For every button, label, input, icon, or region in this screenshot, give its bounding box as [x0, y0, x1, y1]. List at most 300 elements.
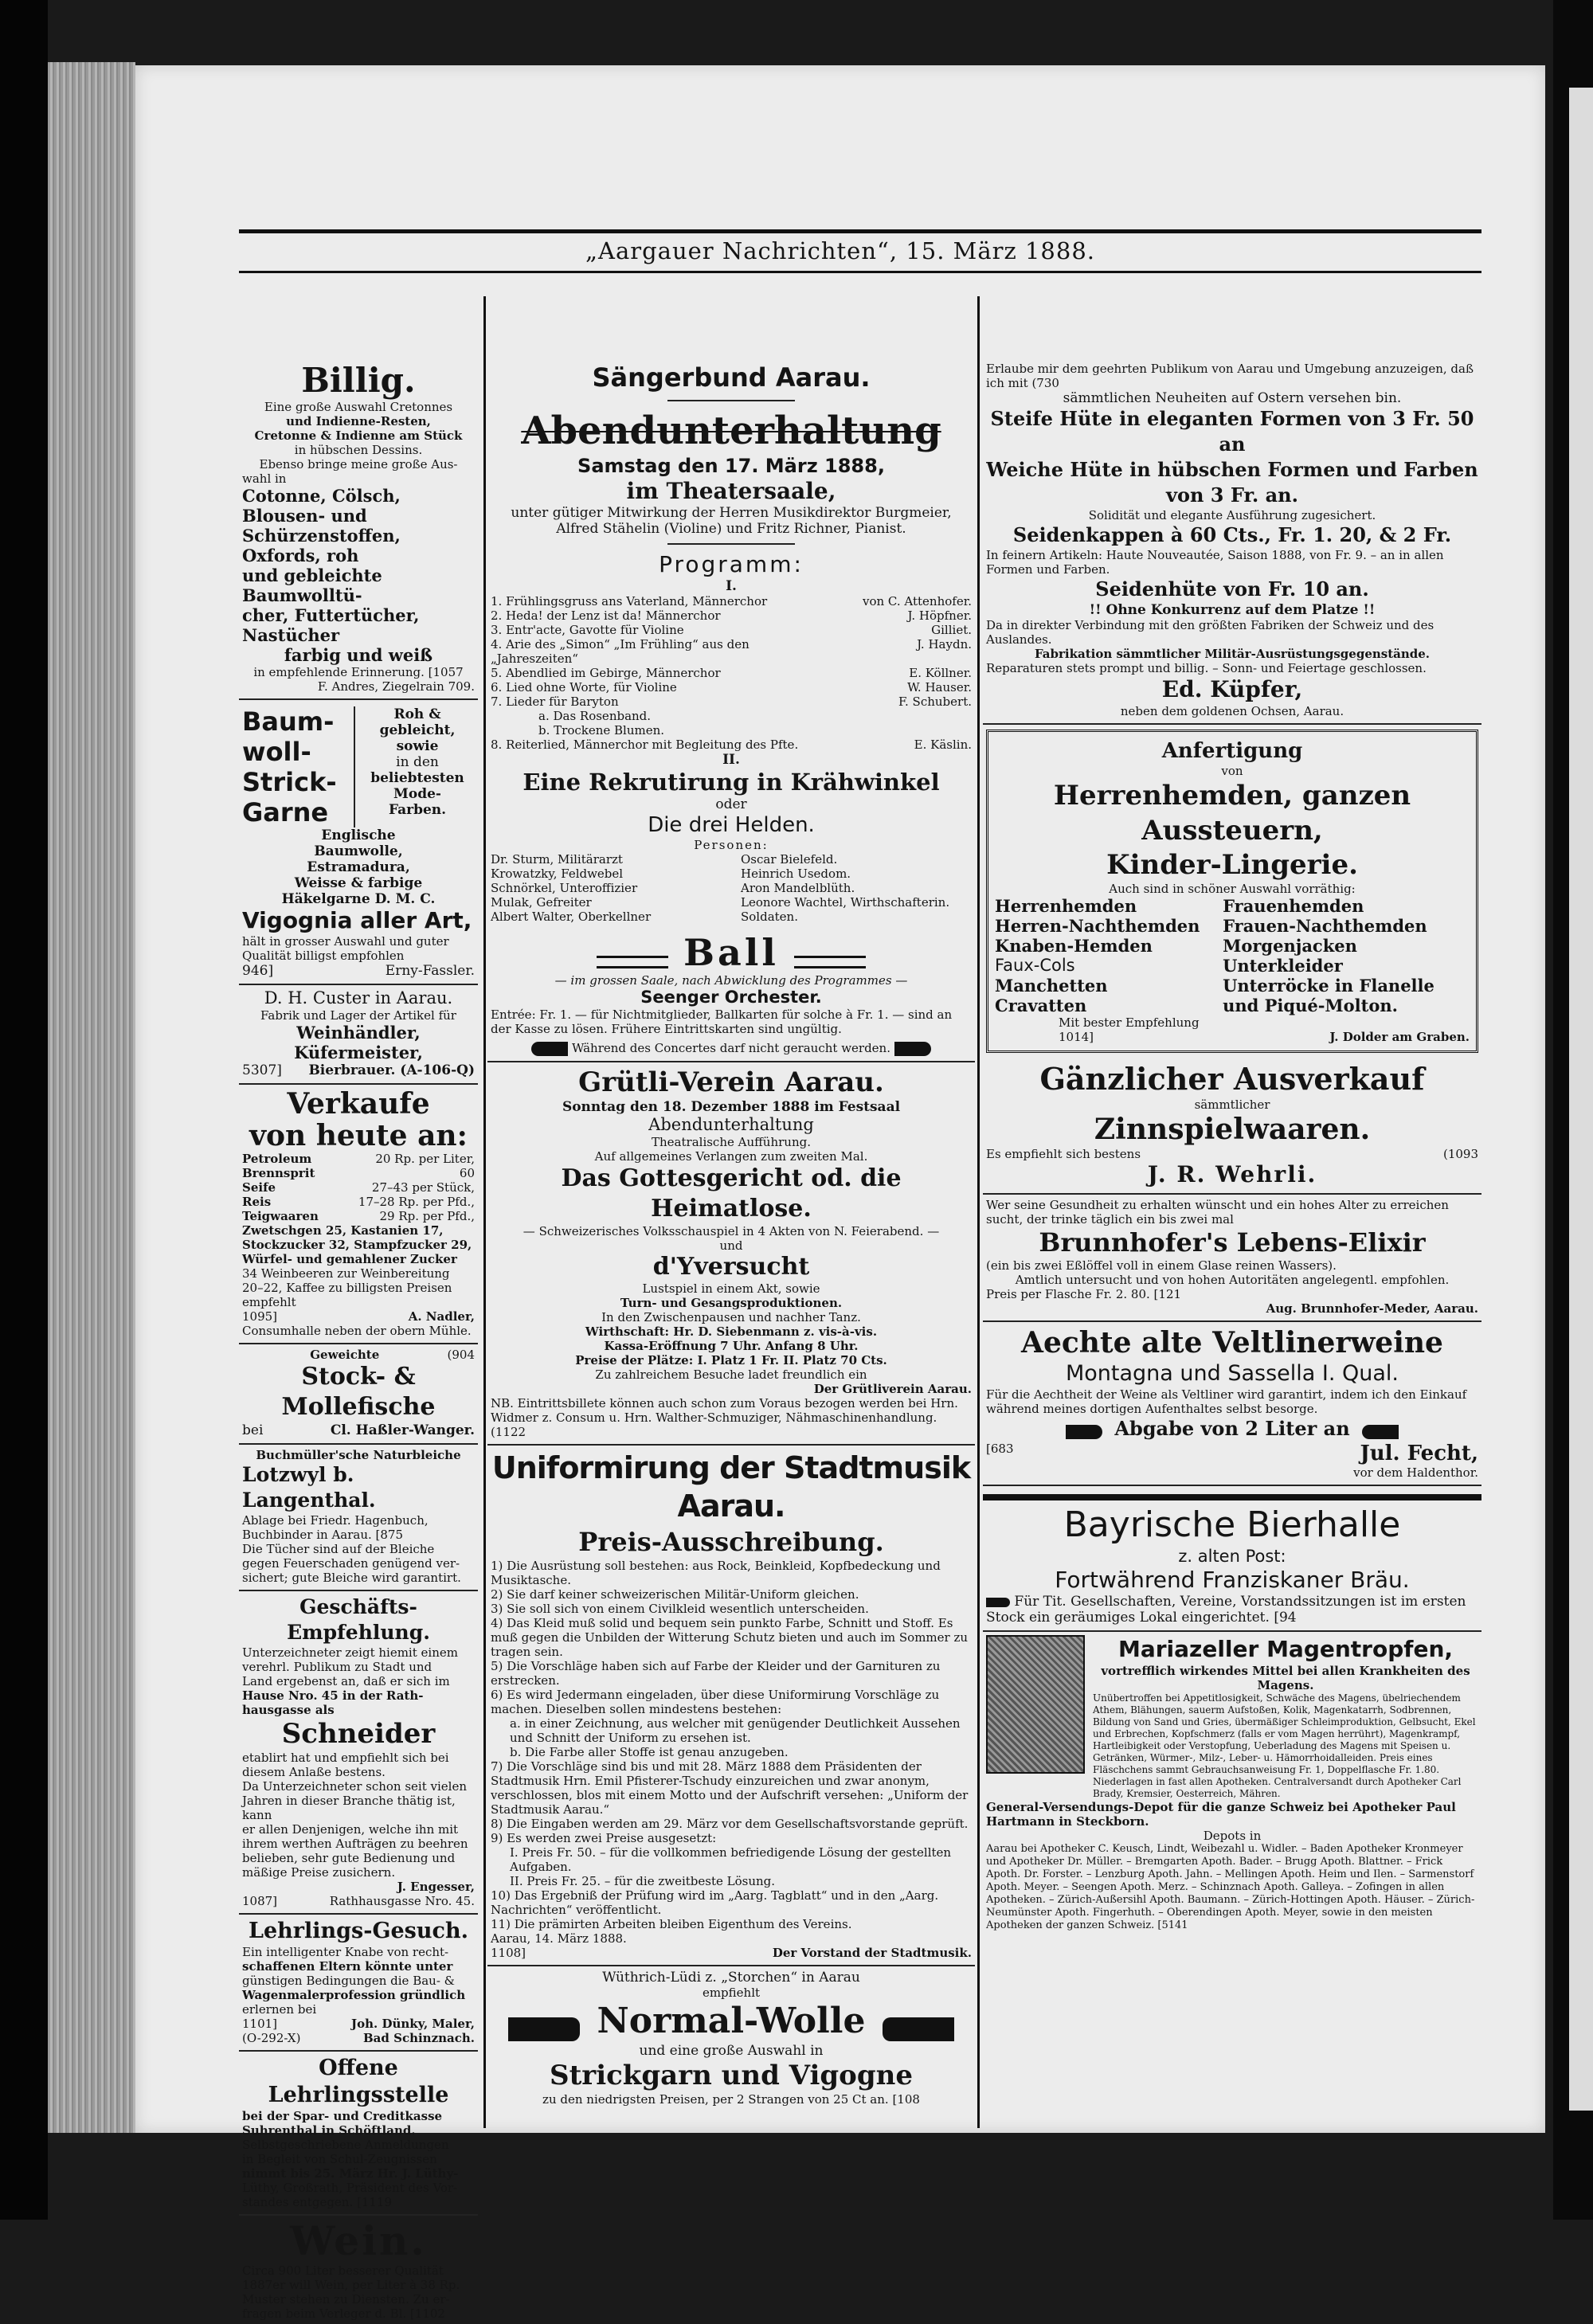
- ad-subtitle: z. alten Post:: [1178, 1547, 1286, 1566]
- ad-title: Schneider: [281, 1718, 436, 1750]
- rule-item: 5) Die Vorschläge haben sich auf Farbe der Kleider und der Garnituren zu erstrecken.: [491, 1659, 941, 1688]
- ad-offene-stelle: [239, 2052, 478, 2216]
- ad-signer: F. Andres, Ziegelrain 709.: [317, 679, 475, 694]
- event-prices: Preise der Plätze: I. Platz 1 Fr. II. Platz 70 Cts.: [575, 1353, 887, 1367]
- pointing-hand-icon: [894, 1042, 931, 1056]
- ad-subtitle: vortrefflich wirkendes Mittel bei allen Krankheiten des Magens.: [1101, 1664, 1470, 1692]
- ad-line: verehrl. Publikum zu Stadt und: [242, 1660, 432, 1674]
- ad-signer: A. Nadler,: [408, 1309, 475, 1324]
- pointing-hand-icon: [531, 1042, 568, 1056]
- ad-dolder: [986, 730, 1478, 1053]
- ad-signer: J. Engesser,: [397, 1880, 475, 1894]
- header-rule-top: [239, 229, 1481, 233]
- ad-line: Jahren in dieser Branche thätig ist, kann: [242, 1794, 456, 1822]
- rule-item: 8) Die Eingaben werden am 29. März vor dem Gesellschaftsvorstande geprüft.: [491, 1817, 969, 1831]
- event-text: NB. Eintrittsbillete können auch schon zum Voraus bezogen werden bei Hrn. Widmer z. Consum u. Hrn. Walther-Schmuziger, Nähmaschinenhandlung. (1122: [491, 1396, 958, 1439]
- ad-signer: Der Grütliverein Aarau.: [813, 1382, 972, 1396]
- rule-item: 3) Sie soll sich von einem Civilkleid wesentlich unterscheiden.: [491, 1602, 869, 1616]
- product-item: Herrenhemden: [995, 896, 1137, 916]
- cast-role: Albert Walter, Oberkellner: [491, 910, 652, 924]
- rule-item: 9) Es werden zwei Preise ausgesetzt:: [491, 1831, 717, 1845]
- ad-line: Roh &: [393, 706, 441, 722]
- ad-mariazell: [983, 1632, 1481, 1935]
- ad-line: Weisse & farbige: [294, 875, 423, 891]
- ball-text: — im grossen Saale, nach Abwicklung des Programmes —: [554, 973, 908, 988]
- program-item: 2. Heda! der Lenz ist da! Männerchor: [491, 608, 721, 623]
- event-text: und: [719, 1238, 743, 1253]
- ad-line: belieben, sehr gute Bedienung und: [242, 1851, 456, 1865]
- ad-line: und gebleichte Baumwolltü-: [242, 565, 382, 605]
- product-item: Knaben-Hemden: [995, 936, 1153, 956]
- ad-line: Es empfiehlt sich bestens: [986, 1147, 1141, 1161]
- ad-line: Weiche Hüte in hübschen Formen und Farben von 3 Fr. an.: [986, 458, 1478, 507]
- program-composer: J. Höpfner.: [907, 608, 972, 623]
- ad-line: cher, Futtertücher, Nastücher: [242, 605, 420, 645]
- cast-name: Soldaten.: [741, 910, 798, 924]
- cast-name: Oscar Bielefeld.: [741, 852, 838, 867]
- ad-title: Herrenhemden, ganzen Aussteuern,: [1053, 780, 1411, 847]
- product-item: Morgenjacken: [1223, 936, 1357, 956]
- program-composer: Gilliet.: [931, 623, 972, 637]
- ad-ref: (1093: [1442, 1147, 1478, 1161]
- ad-line: diesem Anlaße bestens.: [242, 1765, 386, 1779]
- event-text: Turn- und Gesangsproduktionen.: [620, 1296, 843, 1310]
- ad-line: von: [1221, 764, 1243, 778]
- cast-heading: Personen:: [694, 838, 769, 852]
- ad-line: Unterzeichneter zeigt hiemit einem: [242, 1645, 458, 1660]
- ad-title: Strickgarn und Vigogne: [550, 2060, 913, 2091]
- ad-wein: [239, 2216, 478, 2324]
- ad-text: Unübertroffen bei Appetitlosigkeit, Schwäche des Magens, übelriechendem Athem, Blähungen, sauerm Aufstoßen, Kolik, Magenkatarrh, Sodbrennen, Bildung von Sand und Gries, übermäßiger Schleimproduktion, Gelbsucht, Ekel und Erbrechen, Kopfschmerz (falls er vom Magen herrührt), Magenkrampf, Hartleibigkeit oder Verstopfung, Ueberladung des Magens mit Speisen u. Getränken, Würmer-, Milz-, Leber- u. Hämorrhoidalleiden. Preis eines Fläschchens sammt Gebrauchsanweisung Fr. 1, Doppelflasche Fr. 1.80. Niederlagen in fast allen Apotheken. Centralversandt durch Apotheker Carl Brady, Kremsier, Oesterreich, Mähren.: [1093, 1692, 1476, 1799]
- price-value: 29 Rp. per Pfd.,: [379, 1209, 475, 1223]
- ad-title: von heute an:: [249, 1119, 468, 1152]
- ad-text: Für Tit. Gesellschaften, Vereine, Vorstandssitzungen ist im ersten Stock ein geräumiges Lokal eingerichtet. [94: [986, 1594, 1466, 1626]
- page-header: „Aargauer Nachrichten“, 15. März 1888.: [585, 237, 1095, 264]
- cast-name: Aron Mandelblüth.: [741, 881, 855, 895]
- ad-stockfische: [239, 1344, 478, 1445]
- ad-line: Anfertigung: [1161, 739, 1303, 763]
- ad-line: gegen Feuerschaden genügend ver-: [242, 1556, 460, 1571]
- ad-line: und Indienne-Resten,: [286, 414, 431, 428]
- ad-lehrling: [239, 1915, 478, 2052]
- ad-line: Ebenso bringe meine große Aus-: [259, 457, 458, 471]
- ad-line: farbig und weiß: [284, 645, 433, 665]
- ad-line: Preis per Flasche Fr. 2. 80. [121: [986, 1287, 1182, 1301]
- ad-line: sämmtlichen Neuheiten auf Ostern versehen bin.: [1063, 390, 1402, 406]
- program-item: a. Das Rosenband.: [538, 709, 652, 723]
- ad-lotzwyl: [239, 1445, 478, 1591]
- ad-title: D. H. Custer in Aarau.: [264, 988, 453, 1007]
- ad-text: Aarau bei Apotheker C. Keusch, Lindt, Weibezahl u. Widler. – Baden Apotheker Kronmeyer und Apotheker Dr. Müller. – Bremgarten Apoth. Bader. – Brugg Apoth. Blattner. – Frick Apoth. Dr. Forster. – Lenzburg Apoth. Jahn. – Mellingen Apoth. Heim und Ilen. – Sarmenstorf Apoth. Meyer. – Seengen Apoth. Merz. – Schinznach Apoth. Galleya. – Zofingen in allen Apotheken. – Zürich-Außersihl Apoth. Baumann. – Zürich-Hottingen Apoth. Häuser. – Zürich-Neumünster Apoth. Fingerhuth. – Oberendingen Apoth. Meyer, sowie in den meisten Apotheken der ganzen Schweiz. [5141: [986, 1843, 1475, 1931]
- ball-orchestra: Seenger Orchester.: [640, 988, 822, 1007]
- ad-title: Brunnhofer's Lebens-Elixir: [1039, 1227, 1426, 1258]
- ad-billig: [239, 358, 478, 700]
- ad-title: Geschäfts-Empfehlung.: [287, 1595, 430, 1644]
- product-item: Unterröcke in Flanelle: [1223, 976, 1434, 996]
- header-rule-bottom: [239, 271, 1481, 273]
- ad-line: in den: [396, 754, 439, 770]
- ad-line: er allen Denjenigen, welche ihn mit: [242, 1822, 459, 1837]
- ad-line: wahl in: [242, 471, 287, 486]
- ad-line: Fabrik und Lager der Artikel für: [260, 1008, 456, 1023]
- price-item: Stockzucker 32, Stampfzucker 29,: [242, 1238, 472, 1252]
- event-text: Theatralische Aufführung.: [652, 1135, 811, 1149]
- cast-role: Dr. Sturm, Militärarzt: [491, 852, 623, 867]
- baumwoll-left: [242, 706, 355, 827]
- ad-signer: Erny-Fassler.: [385, 963, 475, 979]
- pointing-hand-icon: [883, 2017, 954, 2041]
- price-item: Würfel- und gemahlener Zucker: [242, 1252, 457, 1266]
- ad-signer: Aug. Brunnhofer-Meder, Aarau.: [1266, 1301, 1478, 1316]
- ad-line: 1887er will Wein, per Liter à 38 Rp.: [242, 2278, 460, 2292]
- ad-title: Uniformirung der Stadtmusik Aarau.: [491, 1450, 971, 1524]
- ad-line: Bierbrauer. (A-106-Q): [308, 1062, 475, 1078]
- ad-uniformirung: [487, 1446, 975, 1966]
- ad-signer: Joh. Dünky, Maler,: [351, 2017, 475, 2031]
- ad-line: Da in direkter Verbindung mit den größten Fabriken der Schweiz und des Auslandes.: [986, 618, 1434, 647]
- ad-title: Grütli-Verein Aarau.: [578, 1066, 884, 1098]
- ad-line: Amtlich untersucht und von hohen Autoritäten angelegentl. empfohlen.: [1015, 1273, 1450, 1287]
- cast-role: Mulak, Gefreiter: [491, 895, 592, 910]
- ad-line: Cotonne, Cölsch, Blousen- und: [242, 486, 401, 526]
- ad-date: Aarau, 14. März 1888.: [491, 1931, 627, 1946]
- ad-signer: Der Vorstand der Stadtmusik.: [772, 1946, 972, 1960]
- madonna-engraving-image: [986, 1635, 1085, 1774]
- ad-line: Häkelgarne D. M. C.: [281, 891, 436, 907]
- program-part: I.: [726, 578, 737, 594]
- product-item: Cravatten: [995, 996, 1087, 1015]
- price-item: 34 Weinbeeren zur Weinbereitung: [242, 1266, 450, 1281]
- price-value: 20 Rp. per Liter,: [375, 1152, 475, 1166]
- pointing-hand-icon: [508, 2017, 580, 2041]
- ad-line: Wüthrich-Lüdi z. „Storchen“ in Aarau: [602, 1970, 860, 1986]
- ad-normalwolle: [487, 1966, 975, 2110]
- next-page-sliver: [1569, 88, 1593, 2111]
- ad-ref: 1087]: [242, 1894, 278, 1908]
- ad-line: in Begleit von Schul-Zeugnissen: [242, 2152, 437, 2166]
- ad-line: Land ergebenst an, daß er sich im: [242, 1674, 450, 1688]
- ad-line: Seidenkappen à 60 Cts., Fr. 1. 20, & 2 Fr.: [1012, 523, 1452, 546]
- ad-line: Schürzenstoffen, Oxfords, roh: [242, 526, 401, 565]
- program-heading: Programm:: [659, 551, 804, 577]
- ad-subtitle: Montagna und Sassella I. Qual.: [1065, 1361, 1399, 1386]
- ad-line: Fabrikation sämmtlicher Militär-Ausrüstungsgegenstände.: [1034, 647, 1431, 661]
- ad-title: Vigognia aller Art,: [242, 907, 472, 933]
- ad-line: schaffenen Eltern könnte unter: [242, 1959, 453, 1974]
- product-item: und Piqué-Molton.: [1223, 996, 1398, 1015]
- ad-line: Steife Hüte in eleganten Formen von 3 Fr. 50 an: [990, 407, 1474, 456]
- ad-address: Consumhalle neben der obern Mühle.: [242, 1324, 472, 1338]
- play-title: d'Yversucht: [652, 1253, 810, 1281]
- ad-line: bei der Spar- und Creditkasse: [242, 2109, 443, 2123]
- ad-line: fragen beim Verleger d. Bl. [1102: [242, 2306, 445, 2321]
- event-date: Sonntag den 18. Dezember 1888 im Festsaal: [562, 1099, 901, 1115]
- ad-line: hausgasse als: [242, 1703, 335, 1717]
- ad-signer: J. Dolder am Graben.: [1329, 1030, 1470, 1044]
- scan-border-left: [0, 0, 48, 2220]
- rule-item: 7) Die Vorschläge sind bis und mit 28. März 1888 dem Präsidenten der Stadtmusik Hrn. Emil Pfisterer-Tschudy einzureichen und zwar anonym, verschlossen, blos mit einem Motto und der Aufschrift versehen: „Uniform der Stadtmusik Aarau.“: [491, 1759, 969, 1817]
- cast-role: Krowatzky, Feldwebel: [491, 867, 624, 881]
- ad-line: erlernen bei: [242, 2002, 317, 2017]
- column-divider-2: [977, 296, 980, 2128]
- program-composer: F. Schubert.: [898, 694, 972, 709]
- ad-text: Erlaube mir dem geehrten Publikum von Aarau und Umgebung anzuzeigen, daß ich mit (730: [986, 362, 1474, 390]
- ad-line: standes entgegen. [1119: [242, 2195, 393, 2209]
- ad-text: hält in grosser Auswahl und guter Qualität billigst empfohlen: [242, 934, 449, 963]
- ad-line: Geweichte: [310, 1348, 380, 1362]
- ad-address: Rathhausgasse Nro. 45.: [329, 1894, 475, 1908]
- play-title: Die drei Helden.: [648, 813, 815, 837]
- product-item: Faux-Cols: [995, 956, 1075, 975]
- ball-entree: Entrée: Fr. 1. — für Nichtmitglieder, Ballkarten für solche à Fr. 1. — sind an der Kasse zu lösen. Frühere Eintrittskarten sind ungültig.: [491, 1007, 953, 1036]
- column-3: [983, 358, 1481, 1935]
- ad-address: Bad Schinznach.: [363, 2031, 475, 2045]
- ad-line: günstigen Bedingungen die Bau- &: [242, 1974, 456, 1988]
- ad-subtitle: Kinder-Lingerie.: [1106, 849, 1358, 881]
- ad-line: mäßige Preise zusichern.: [242, 1865, 396, 1880]
- ad-line: woll-: [242, 737, 311, 767]
- ad-line: (ein bis zwei Eßlöffel voll in einem Glase reinen Wassers).: [986, 1258, 1337, 1273]
- program-composer: J. Haydn.: [917, 637, 972, 651]
- product-item: Manchetten: [995, 976, 1108, 996]
- ad-address: neben dem goldenen Ochsen, Aarau.: [1120, 704, 1344, 718]
- product-item: Frauen-Nachthemden: [1223, 916, 1427, 936]
- ad-line: Englische: [321, 827, 396, 843]
- ad-kuepfer: [983, 358, 1481, 725]
- event-place: im Theatersaale,: [626, 478, 836, 504]
- cast-name: Heinrich Usedom.: [741, 867, 851, 881]
- cast-role: Schnörkel, Unteroffizier: [491, 881, 638, 895]
- price-value: 60: [459, 1166, 475, 1180]
- ad-title: Gänzlicher Ausverkauf: [1039, 1061, 1425, 1097]
- price-item: empfehlt: [242, 1295, 296, 1309]
- ad-ref: 1101]: [242, 2017, 278, 2031]
- rule-item: 2) Sie darf keiner schweizerischen Militär-Uniform gleichen.: [491, 1587, 859, 1602]
- play-title: Eine Rekrutirung in Krähwinkel: [523, 769, 940, 796]
- column-divider-1: [483, 296, 486, 2128]
- ad-line: Baum-: [242, 706, 335, 737]
- ad-line: General-Versendungs-Depot für die ganze Schweiz bei Apotheker Paul Hartmann in Steckborn.: [986, 1800, 1456, 1829]
- ad-subtitle: Zinnspielwaaren.: [1094, 1113, 1371, 1146]
- ad-line: Fortwährend Franziskaner Bräu.: [1055, 1567, 1410, 1593]
- ad-title: Wein.: [290, 2217, 427, 2264]
- ad-signer: Cl. Haßler-Wanger.: [330, 1422, 475, 1438]
- ad-line: Ablage bei Friedr. Hagenbuch,: [242, 1513, 429, 1528]
- ad-baumwoll: [239, 700, 478, 985]
- ad-signer: Ed. Küpfer,: [1161, 676, 1303, 702]
- ad-lebens-elixir: [983, 1195, 1481, 1322]
- program-item: 7. Lieder für Baryton: [491, 694, 619, 709]
- event-text: Auf allgemeines Verlangen zum zweiten Mal.: [594, 1149, 868, 1164]
- ad-subtitle: Preis-Ausschreibung.: [578, 1527, 884, 1557]
- ornament-icon: [597, 956, 668, 968]
- price-item: Seife: [242, 1180, 276, 1195]
- price-item: 20–22, Kaffee zu billigsten Preisen: [242, 1281, 452, 1295]
- ad-title: Aechte alte Veltlinerweine: [1021, 1326, 1443, 1360]
- ad-text: Für die Aechtheit der Weine als Veltliner wird garantirt, indem ich den Einkauf während meines dortigen Aufenthaltes selbst besorge.: [986, 1387, 1467, 1416]
- pointing-hand-icon: [986, 1598, 1010, 1607]
- ad-veltliner: [983, 1322, 1481, 1486]
- ad-line: Eine große Auswahl Cretonnes: [264, 400, 453, 414]
- rule-item: 1) Die Ausrüstung soll bestehen: aus Rock, Beinkleid, Kopfbedeckung und Musiktasche.: [491, 1559, 941, 1587]
- ad-line: sämmtlicher: [1194, 1097, 1270, 1112]
- ad-text: Wer seine Gesundheit zu erhalten wünscht und ein hohes Alter zu erreichen sucht, der trinke täglich ein bis zwei mal: [986, 1198, 1449, 1227]
- ad-line: Estramadura,: [307, 859, 410, 875]
- program-item: 3. Entr'acte, Gavotte für Violine: [491, 623, 684, 637]
- product-item: Unterkleider: [1223, 956, 1343, 976]
- ad-title: Stock- & Mollefische: [281, 1363, 436, 1421]
- ad-ref: 5307]: [242, 1062, 282, 1078]
- program-item: b. Trockene Blumen.: [538, 723, 665, 737]
- ad-line: Reparaturen stets prompt und billig. – Sonn- und Feiertage geschlossen.: [986, 661, 1427, 675]
- ad-line: In feinern Artikeln: Haute Nouveautée, Saison 1888, von Fr. 9. – an in allen Formen und Farben.: [986, 548, 1444, 577]
- event-date: Samstag den 17. März 1888,: [577, 455, 885, 477]
- ad-line: in hübschen Dessins.: [294, 443, 423, 457]
- play-text: oder: [715, 796, 747, 812]
- ball-notice: Während des Concertes darf nicht geraucht werden.: [572, 1041, 890, 1055]
- price-item: Zwetschgen 25, Kastanien 17,: [242, 1223, 444, 1238]
- ad-title: Lotzwyl b. Langenthal.: [242, 1463, 376, 1512]
- ad-ref: 946]: [242, 963, 274, 979]
- event-text: unter gütiger Mitwirkung der Herren Musikdirektor Burgmeier,: [511, 505, 952, 521]
- ad-custer: [239, 985, 478, 1085]
- ad-line: Seidenhüte von Fr. 10 an.: [1095, 577, 1369, 601]
- ad-title: Normal-Wolle: [597, 2001, 866, 2041]
- program-composer: von C. Attenhofer.: [863, 594, 972, 608]
- ad-line: Solidität und elegante Ausführung zugesichert.: [1088, 508, 1376, 522]
- ball-title: Ball: [683, 931, 779, 974]
- ad-line: sowie: [396, 738, 439, 754]
- rule-item: 11) Die prämirten Arbeiten bleiben Eigenthum des Vereins.: [491, 1917, 852, 1931]
- newspaper-page: [135, 65, 1545, 2321]
- ad-line: beliebtesten: [370, 770, 464, 786]
- program-item: 6. Lied ohne Worte, für Violine: [491, 680, 677, 694]
- ad-title: Verkaufe: [287, 1087, 430, 1121]
- program-item: 1. Frühlingsgruss ans Vaterland, Männerchor: [491, 594, 768, 608]
- ad-verkaufe: [239, 1085, 478, 1344]
- ad-line: Auch sind in schöner Auswahl vorräthig:: [1109, 882, 1356, 896]
- column-1: [239, 358, 478, 2324]
- price-value: 27–43 per Stück,: [371, 1180, 475, 1195]
- ad-line: Ein intelligenter Knabe von recht-: [242, 1945, 449, 1959]
- price-value: 17–28 Rp. per Pfd.,: [358, 1195, 475, 1209]
- ad-title: Lehrlings-Gesuch.: [249, 1919, 468, 1943]
- pointing-hand-icon: [1362, 1425, 1399, 1439]
- product-item: Frauenhemden: [1223, 896, 1364, 916]
- program-composer: E. Köllner.: [909, 666, 972, 680]
- ad-line: Circa 900 Liter besserer Qualität: [242, 2263, 444, 2278]
- program-item: 4. Arie des „Simon“ „Im Frühling“ aus den „Jahreszeiten“: [491, 637, 750, 666]
- ad-price: zu den niedrigsten Preisen, per 2 Strangen von 25 Ct an. [108: [542, 2092, 920, 2107]
- rule-item: II. Preis Fr. 25. – für die zweitbeste Lösung.: [510, 1874, 776, 1888]
- ad-line: !! Ohne Konkurrenz auf dem Platze !!: [1089, 602, 1376, 618]
- ad-saengerbund: [487, 358, 975, 1062]
- price-item: Reis: [242, 1195, 272, 1209]
- baumwoll-right: [355, 706, 475, 827]
- ad-line: Suhrenthal in Schöftland.: [242, 2123, 416, 2138]
- ad-title: Mariazeller Magentropfen,: [1117, 1636, 1454, 1662]
- event-text: Kassa-Eröffnung 7 Uhr. Anfang 8 Uhr.: [604, 1339, 859, 1353]
- program-item: 5. Abendlied im Gebirge, Männerchor: [491, 666, 721, 680]
- rule-item: 10) Das Ergebniß der Prüfung wird im „Aarg. Tagblatt“ und in den „Aarg. Nachrichten“ veröffentlicht.: [491, 1888, 939, 1917]
- ad-line: ihrem werthen Aufträgen zu beehren: [242, 1837, 468, 1851]
- ad-line: Cretonne & Indienne am Stück: [254, 428, 463, 443]
- column-2: [487, 358, 975, 2110]
- ad-signer: Jul. Fecht,: [1360, 1442, 1478, 1465]
- ad-line: gebleicht,: [379, 722, 456, 738]
- ad-line: Strick-: [242, 767, 337, 797]
- product-item: Herren-Nachthemden: [995, 916, 1200, 936]
- event-title: Abendunterhaltung: [648, 1115, 814, 1134]
- rule-item: a. in einer Zeichnung, aus welcher mit genügender Deutlichkeit Aussehen und Schnitt der Uniform zu ersehen ist.: [510, 1716, 961, 1745]
- ad-line: Depots in: [1203, 1829, 1262, 1843]
- play-title: Das Gottesgericht od. die Heimatlose.: [561, 1164, 902, 1223]
- ad-line: in empfehlende Erinnerung. [1057: [253, 665, 464, 679]
- ad-line: Baumwolle,: [314, 843, 403, 859]
- ad-title: Sängerbund Aarau.: [592, 362, 871, 393]
- event-text: — Schweizerisches Volksschauspiel in 4 Akten von N. Feierabend. —: [523, 1224, 940, 1238]
- ad-line: bei: [242, 1422, 264, 1438]
- ad-title: Offene Lehrlingsstelle: [268, 2056, 449, 2107]
- ad-ref: (904: [447, 1348, 475, 1362]
- ad-ref: (O-292-X): [242, 2031, 301, 2045]
- rule-item: 4) Das Kleid muß solid und bequem sein punkto Farbe, Schnitt und Stoff. Es muß gegen die Unbilden der Witterung Schutz bieten und auch im Sommer zu tragen sein.: [491, 1616, 969, 1659]
- event-title: Abendunterhaltung: [521, 409, 941, 453]
- ad-ref: 1095]: [242, 1309, 278, 1324]
- ad-address: vor dem Haldenthor.: [1353, 1465, 1478, 1480]
- ad-line: Mode-: [393, 786, 441, 802]
- cast-name: Leonore Wachtel, Wirthschafterin.: [741, 895, 950, 910]
- rule-item: 6) Es wird Jedermann eingeladen, über diese Uniformirung Vorschläge zu machen. Dieselben sollen mindestens bestehen:: [491, 1688, 940, 1716]
- program-composer: E. Käslin.: [914, 737, 972, 752]
- ad-line: Abgabe von 2 Liter an: [1114, 1417, 1350, 1440]
- ad-line: etablirt hat und empfiehlt sich bei: [242, 1751, 449, 1765]
- event-text: Wirthschaft: Hr. D. Siebenmann z. vis-à-vis.: [585, 1324, 878, 1339]
- program-item: 8. Reiterlied, Männerchor mit Begleitung des Pfte.: [491, 737, 799, 752]
- ad-line: Muster stehen zu Diensten. Zu er-: [242, 2292, 450, 2306]
- ad-geschaeft: [239, 1591, 478, 1915]
- ad-ref: [683: [986, 1442, 1014, 1456]
- ad-line: und eine große Auswahl in: [639, 2043, 824, 2059]
- event-text: Lustspiel in einem Akt, sowie: [642, 1281, 820, 1296]
- rule-item: b. Die Farbe aller Stoffe ist genau anzugeben.: [510, 1745, 789, 1759]
- pointing-hand-icon: [1066, 1425, 1102, 1439]
- ad-line: Farben.: [388, 802, 447, 818]
- price-item: Brennsprit: [242, 1166, 315, 1180]
- event-text: In den Zwischenpausen und nachher Tanz.: [601, 1310, 861, 1324]
- ad-line: Weinhändler, Küfermeister,: [294, 1023, 423, 1062]
- ad-wehrli: [983, 1058, 1481, 1195]
- event-text: Zu zahlreichem Besuche ladet freundlich ein: [595, 1367, 867, 1382]
- ad-line: sichert; gute Bleiche wird garantirt.: [242, 1571, 461, 1585]
- ad-line: Hause Nro. 45 in der Rath-: [242, 1688, 424, 1703]
- ad-title: Bayrische Bierhalle: [1063, 1504, 1401, 1545]
- ad-gruetli: [487, 1062, 975, 1446]
- program-part: II.: [722, 752, 740, 768]
- ad-line: Da Unterzeichneter schon seit vielen: [242, 1779, 468, 1794]
- rule-item: I. Preis Fr. 50. – für die vollkommen befriedigende Lösung der gestellten Aufgaben.: [510, 1845, 952, 1874]
- ad-ref: 1014]: [1059, 1030, 1094, 1044]
- ad-line: Buchbinder in Aarau. [875: [242, 1528, 404, 1542]
- ad-title: Billig.: [301, 361, 416, 400]
- ad-line: Die Tücher sind auf der Bleiche: [242, 1542, 435, 1556]
- price-item: Petroleum: [242, 1152, 312, 1166]
- ornament-icon: [794, 956, 866, 968]
- ad-line: Buchmüller'sche Naturbleiche: [256, 1448, 461, 1462]
- ad-line: empfiehlt: [702, 1986, 761, 2000]
- ad-line: Mit bester Empfehlung: [1059, 1015, 1200, 1030]
- ad-signer: J. R. Wehrli.: [1147, 1161, 1317, 1187]
